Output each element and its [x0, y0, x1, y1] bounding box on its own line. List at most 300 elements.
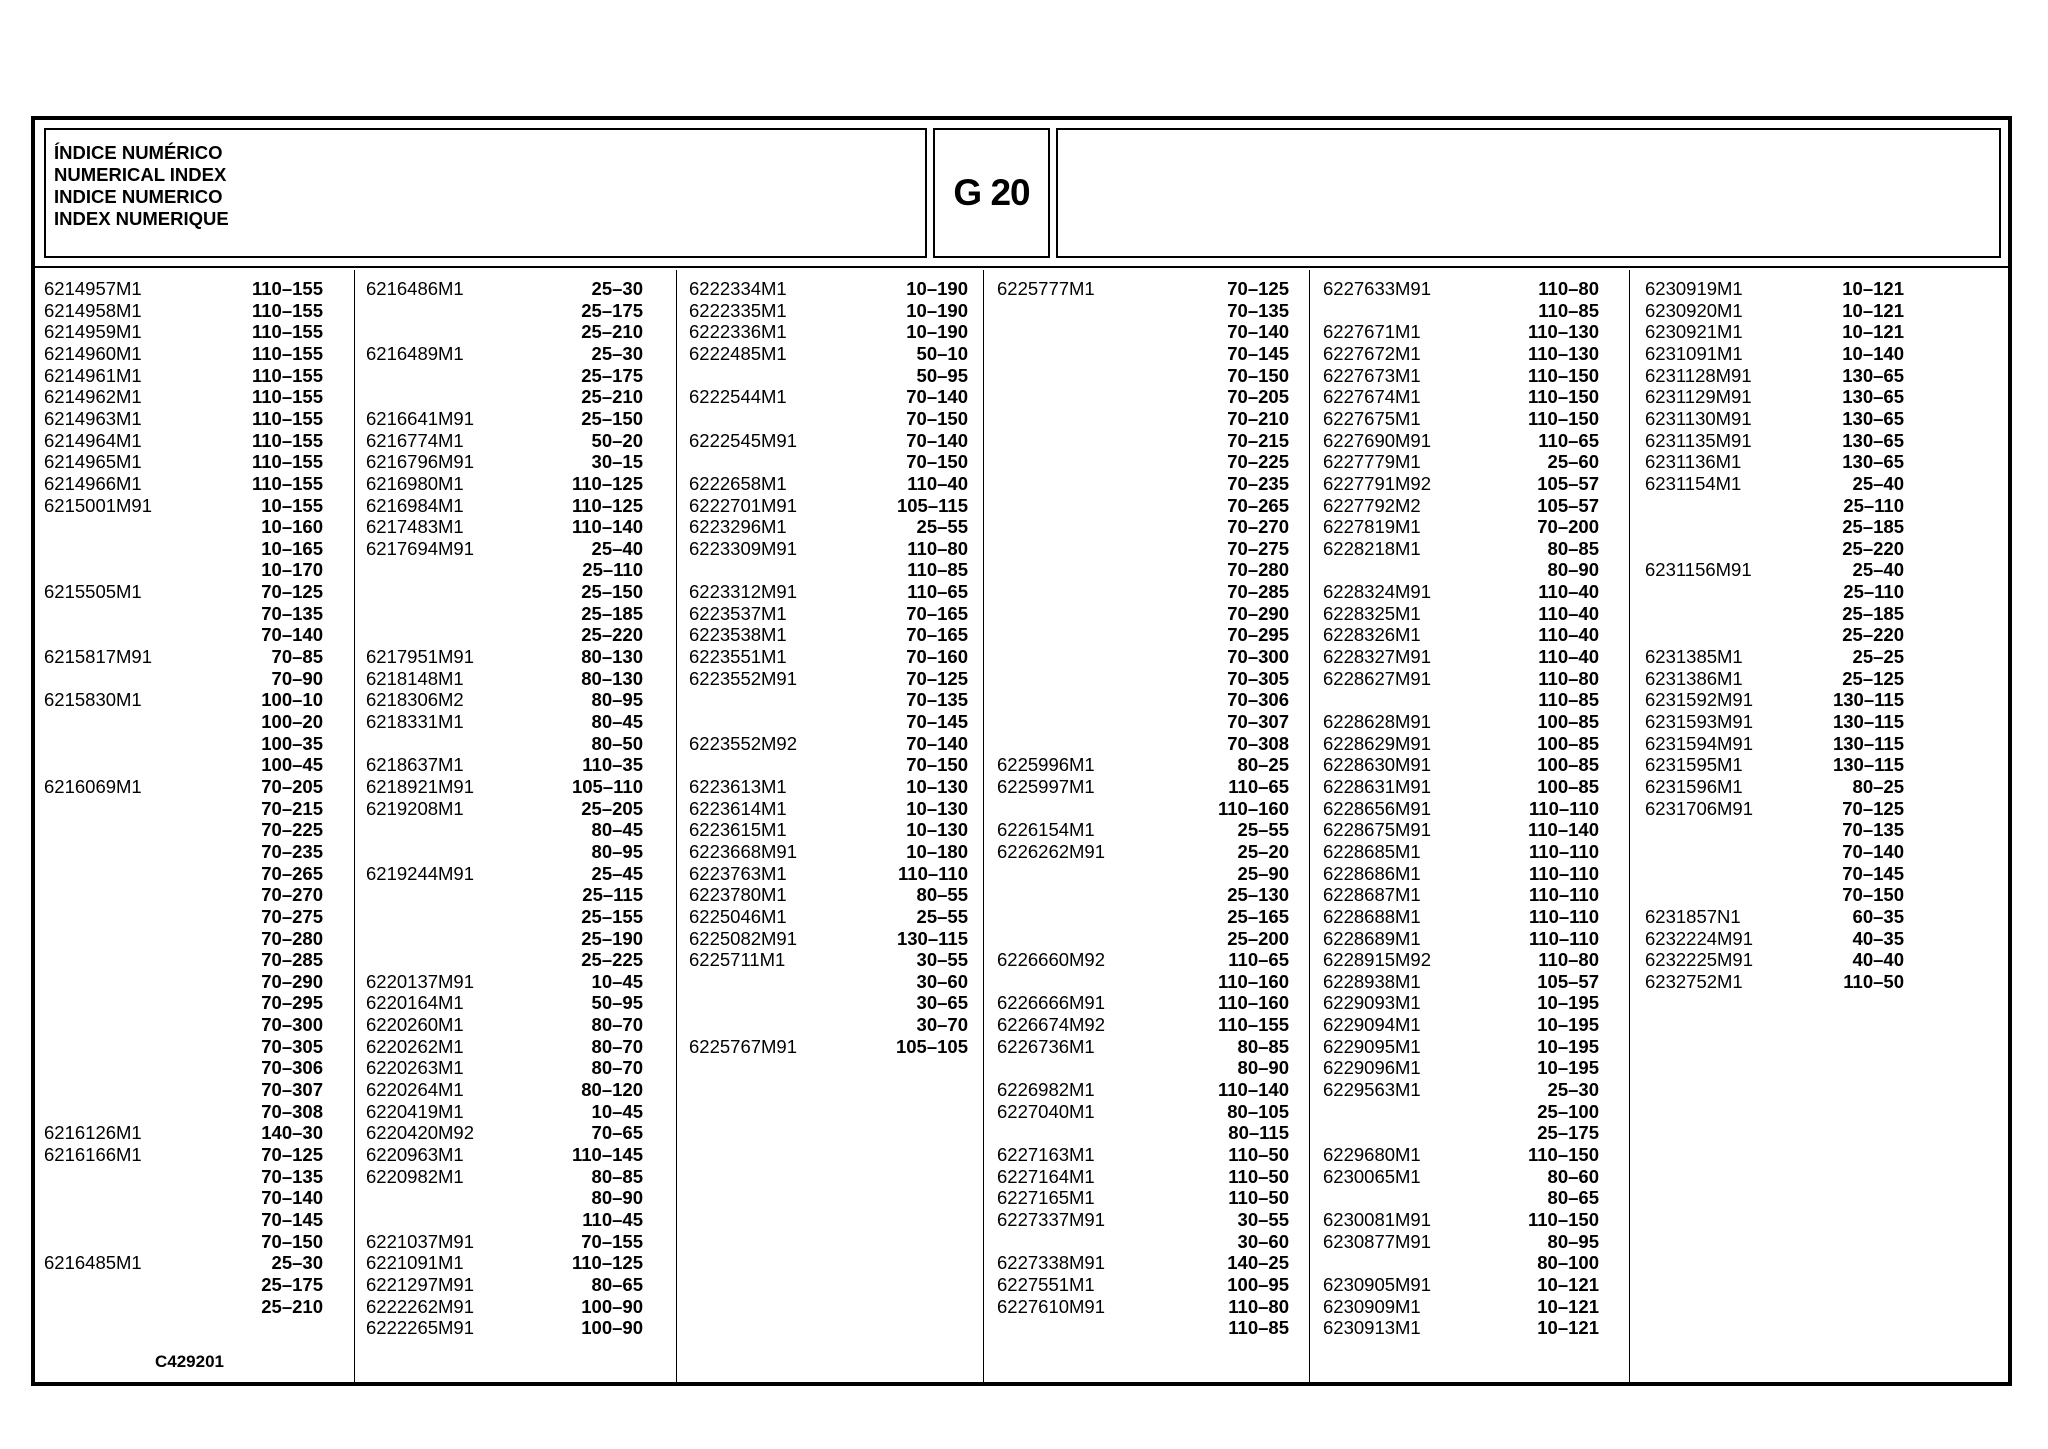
- page-reference: 25–55: [916, 905, 968, 927]
- index-row: [997, 863, 1289, 885]
- page-reference: 70–306: [1227, 689, 1289, 711]
- index-row: [44, 451, 323, 473]
- page-reference: 80–65: [591, 1273, 643, 1295]
- page-reference: 25–150: [581, 407, 643, 429]
- page-reference: 130–115: [1832, 732, 1904, 754]
- index-row: [997, 1079, 1289, 1101]
- page-reference: 70–85: [271, 646, 323, 668]
- part-number: 6230919M1: [1645, 278, 1743, 299]
- part-number: 6216126M1: [44, 1122, 142, 1144]
- page-reference: 40–35: [1852, 927, 1904, 949]
- page-reference: 110–80: [1538, 667, 1599, 689]
- index-row: [366, 863, 643, 885]
- index-row: [1323, 495, 1599, 517]
- page-reference: 70–150: [1842, 884, 1904, 906]
- page-reference: 110–150: [1527, 1208, 1599, 1230]
- index-row: [689, 603, 968, 625]
- page-reference: 80–70: [591, 1014, 643, 1036]
- part-number: 6217694M91: [366, 537, 475, 559]
- page-reference: 70–285: [261, 949, 323, 971]
- index-row: [997, 1057, 1289, 1079]
- index-row: [1323, 1317, 1599, 1339]
- part-number: 6217951M91: [366, 646, 475, 668]
- index-row: [689, 624, 968, 646]
- page-reference: 110–110: [898, 862, 968, 884]
- index-column-4: [983, 270, 1309, 1382]
- index-row: [689, 365, 968, 387]
- index-row: [44, 278, 323, 300]
- index-row: [44, 971, 323, 993]
- index-row: [44, 754, 323, 776]
- index-row: [366, 538, 643, 560]
- part-number: 6227674M1: [1323, 386, 1421, 408]
- page-reference: 70–65: [591, 1122, 643, 1144]
- page-reference: 25–175: [261, 1273, 323, 1295]
- part-number: 6231135M91: [1645, 429, 1752, 451]
- part-number: 6231596M1: [1645, 775, 1743, 797]
- page-reference: 10–190: [906, 278, 968, 299]
- part-number: 6229095M1: [1323, 1035, 1421, 1057]
- page-reference: 10–130: [906, 819, 968, 841]
- header-divider: [35, 266, 2008, 268]
- index-row: [1323, 516, 1599, 538]
- page-reference: 25–30: [591, 278, 643, 299]
- part-number: 6228915M92: [1323, 949, 1432, 971]
- index-row: [44, 992, 323, 1014]
- page-reference: 80–130: [581, 646, 643, 668]
- page-reference: 130–115: [1832, 689, 1904, 711]
- part-number: 6222485M1: [689, 342, 787, 364]
- index-row: [44, 1122, 323, 1144]
- index-row: [1645, 624, 1904, 646]
- page-reference: 80–120: [581, 1079, 643, 1101]
- index-row: [689, 430, 968, 452]
- index-row: [1645, 884, 1904, 906]
- part-number: 6216796M91: [366, 451, 475, 473]
- page-reference: 25–175: [1537, 1122, 1599, 1144]
- page-reference: 25–150: [581, 581, 643, 603]
- page-reference: 110–110: [1529, 884, 1599, 906]
- page-reference: 80–95: [1547, 1230, 1599, 1252]
- part-number: 6227633M91: [1323, 278, 1432, 299]
- part-number: 6227163M1: [997, 1144, 1095, 1165]
- page-reference: 70–280: [261, 927, 323, 949]
- index-row: [44, 516, 323, 538]
- index-row: [44, 776, 323, 798]
- part-number: 6220420M92: [366, 1122, 475, 1144]
- part-number: 6232752M1: [1645, 970, 1743, 992]
- page-reference: 10–160: [261, 516, 323, 538]
- part-number: 6230920M1: [1645, 299, 1743, 321]
- index-row: [1645, 278, 1904, 300]
- page-reference: 70–140: [906, 386, 968, 408]
- page-reference: 80–45: [591, 819, 643, 841]
- index-row: [366, 754, 643, 776]
- part-number: 6228675M91: [1323, 819, 1432, 841]
- part-number: 6220262M1: [366, 1035, 464, 1057]
- title-line-fr: INDEX NUMERIQUE: [54, 208, 229, 229]
- index-row: [44, 1252, 323, 1274]
- index-row: [1645, 473, 1904, 495]
- index-row: [366, 1166, 643, 1188]
- page-reference: 110–35: [582, 754, 643, 776]
- section-code: G 20: [953, 172, 1030, 213]
- part-number: 6227164M1: [997, 1165, 1095, 1187]
- part-number: 6215505M1: [44, 581, 142, 603]
- page-reference: 10–190: [906, 299, 968, 321]
- page-reference: 70–125: [906, 667, 968, 689]
- part-number: 6223615M1: [689, 819, 787, 841]
- part-number: 6225082M91: [689, 927, 798, 949]
- part-number: 6214957M1: [44, 278, 142, 299]
- page-reference: 70–215: [1227, 429, 1289, 451]
- page-reference: 70–270: [261, 884, 323, 906]
- part-number: 6222335M1: [689, 299, 787, 321]
- part-number: 6226666M91: [997, 992, 1106, 1014]
- page-reference: 70–308: [261, 1100, 323, 1122]
- page-reference: 50–20: [591, 429, 643, 451]
- index-row: [366, 1144, 643, 1166]
- part-number: 6231594M91: [1645, 732, 1754, 754]
- index-row: [997, 1014, 1289, 1036]
- page-reference: 25–155: [581, 905, 643, 927]
- index-row: [44, 473, 323, 495]
- index-row: [997, 689, 1289, 711]
- page-reference: 110–40: [1538, 581, 1599, 603]
- page-reference: 10–130: [906, 775, 968, 797]
- page-reference: 70–125: [261, 581, 323, 603]
- part-number: 6230065M1: [1323, 1165, 1421, 1187]
- part-number: 6230921M1: [1645, 321, 1743, 343]
- index-row: [44, 495, 323, 517]
- page-reference: 30–60: [1237, 1230, 1289, 1252]
- page-reference: 110–155: [251, 364, 323, 386]
- page-reference: 80–85: [591, 1165, 643, 1187]
- index-row: [997, 971, 1289, 993]
- index-row: [366, 1209, 643, 1231]
- part-number: 6223538M1: [689, 624, 787, 646]
- index-row: [1323, 559, 1599, 581]
- index-row: [366, 603, 643, 625]
- index-row: [366, 624, 643, 646]
- page-reference: 25–90: [1237, 862, 1289, 884]
- index-column-2: [354, 270, 676, 1382]
- page-reference: 105–110: [571, 775, 643, 797]
- index-row: [997, 1209, 1289, 1231]
- page-reference: 70–165: [906, 602, 968, 624]
- index-row: [689, 841, 968, 863]
- page-reference: 25–220: [1842, 537, 1904, 559]
- part-number: 6225046M1: [689, 905, 787, 927]
- page-reference: 140–25: [1227, 1252, 1289, 1274]
- index-row: [997, 906, 1289, 928]
- part-number: 6227779M1: [1323, 451, 1421, 473]
- index-row: [997, 1274, 1289, 1296]
- page-reference: 110–50: [1228, 1187, 1289, 1209]
- index-row: [689, 473, 968, 495]
- index-row: [1323, 581, 1599, 603]
- index-row: [997, 819, 1289, 841]
- index-row: [366, 386, 643, 408]
- index-row: [1323, 624, 1599, 646]
- part-number: 6226660M92: [997, 949, 1106, 971]
- index-row: [366, 668, 643, 690]
- page-reference: 110–40: [1538, 646, 1599, 668]
- page-reference: 110–40: [907, 472, 968, 494]
- index-row: [44, 646, 323, 668]
- index-row: [689, 711, 968, 733]
- index-row: [997, 451, 1289, 473]
- page-reference: 110–155: [251, 342, 323, 364]
- page-reference: 100–85: [1537, 732, 1599, 754]
- index-row: [997, 841, 1289, 863]
- index-row: [1645, 798, 1904, 820]
- part-number: 6215830M1: [44, 689, 142, 711]
- index-row: [44, 1274, 323, 1296]
- index-row: [1323, 1231, 1599, 1253]
- page-reference: 25–30: [271, 1252, 323, 1274]
- index-row: [997, 624, 1289, 646]
- part-number: 6225711M1: [689, 949, 786, 971]
- part-number: 6219244M91: [366, 862, 475, 884]
- index-row: [1645, 841, 1904, 863]
- index-row: [1323, 1296, 1599, 1318]
- index-row: [689, 863, 968, 885]
- page-reference: 70–205: [261, 775, 323, 797]
- page-reference: 10–195: [1537, 1057, 1599, 1079]
- part-number: 6220982M1: [366, 1165, 464, 1187]
- page-reference: 25–45: [591, 862, 643, 884]
- index-row: [366, 1296, 643, 1318]
- index-row: [366, 278, 643, 300]
- index-row: [44, 1144, 323, 1166]
- index-row: [689, 949, 968, 971]
- index-row: [689, 559, 968, 581]
- part-number: 6231154M1: [1645, 472, 1742, 494]
- title-line-es: ÍNDICE NUMÉRICO: [54, 142, 223, 163]
- page-reference: 40–40: [1852, 949, 1904, 971]
- index-row: [1645, 495, 1904, 517]
- page-reference: 80–65: [1547, 1187, 1599, 1209]
- index-row: [689, 538, 968, 560]
- index-row: [366, 473, 643, 495]
- index-row: [689, 451, 968, 473]
- index-row: [1645, 516, 1904, 538]
- part-number: 6232224M91: [1645, 927, 1754, 949]
- page-reference: 30–60: [916, 970, 968, 992]
- part-number: 6214961M1: [44, 364, 142, 386]
- index-row: [1323, 906, 1599, 928]
- part-number: 6230081M91: [1323, 1208, 1432, 1230]
- page-reference: 25–55: [1237, 819, 1289, 841]
- index-row: [1645, 559, 1904, 581]
- page-reference: 110–140: [1527, 819, 1599, 841]
- page-reference: 110–50: [1228, 1144, 1289, 1165]
- page-reference: 130–115: [1832, 754, 1904, 776]
- part-number: 6231156M91: [1645, 559, 1752, 581]
- page-reference: 25–110: [1843, 494, 1904, 516]
- index-row: [689, 928, 968, 950]
- index-row: [44, 733, 323, 755]
- page-reference: 70–275: [1227, 537, 1289, 559]
- page-reference: 70–150: [906, 451, 968, 473]
- footer-code: C429201: [155, 1352, 225, 1371]
- part-number: 6223614M1: [689, 797, 787, 819]
- page-reference: 70–225: [261, 819, 323, 841]
- index-row: [1323, 1144, 1599, 1166]
- page-reference: 80–70: [591, 1035, 643, 1057]
- page-reference: 70–135: [906, 689, 968, 711]
- part-number: 6221297M91: [366, 1273, 475, 1295]
- index-row: [1645, 819, 1904, 841]
- page-reference: 50–95: [916, 364, 968, 386]
- index-row: [997, 711, 1289, 733]
- page-reference: 70–210: [1227, 407, 1289, 429]
- index-row: [1323, 863, 1599, 885]
- part-number: 6220264M1: [366, 1079, 464, 1101]
- part-number: 6214965M1: [44, 451, 142, 473]
- part-number: 6230877M91: [1323, 1230, 1432, 1252]
- part-number: 6228631M91: [1323, 775, 1432, 797]
- index-row: [366, 1036, 643, 1058]
- page-reference: 100–10: [261, 689, 323, 711]
- part-number: 6231592M91: [1645, 689, 1754, 711]
- page-reference: 25–190: [581, 927, 643, 949]
- index-row: [1323, 689, 1599, 711]
- page-reference: 130–65: [1842, 407, 1904, 429]
- page-reference: 70–290: [1227, 602, 1289, 624]
- index-row: [689, 581, 968, 603]
- page-reference: 60–35: [1852, 905, 1904, 927]
- page-reference: 70–305: [261, 1035, 323, 1057]
- index-row: [1323, 1014, 1599, 1036]
- page-reference: 80–95: [591, 840, 643, 862]
- page-reference: 70–275: [261, 905, 323, 927]
- index-row: [1323, 992, 1599, 1014]
- index-row: [366, 949, 643, 971]
- section-code-box: [933, 128, 1050, 258]
- index-row: [997, 798, 1289, 820]
- index-row: [1645, 538, 1904, 560]
- part-number: 6223552M91: [689, 667, 798, 689]
- index-row: [44, 1079, 323, 1101]
- index-row: [997, 581, 1289, 603]
- page-reference: 70–265: [261, 862, 323, 884]
- page-reference: 70–235: [1227, 472, 1289, 494]
- index-row: [44, 1209, 323, 1231]
- index-row: [1323, 1252, 1599, 1274]
- page-reference: 70–160: [906, 646, 968, 668]
- part-number: 6227819M1: [1323, 516, 1421, 538]
- index-row: [1323, 1274, 1599, 1296]
- page-reference: 105–115: [896, 494, 968, 516]
- index-row: [366, 992, 643, 1014]
- part-number: 6214960M1: [44, 342, 142, 364]
- index-row: [44, 321, 323, 343]
- part-number: 6223668M91: [689, 840, 798, 862]
- page-reference: 10–190: [906, 321, 968, 343]
- page-reference: 25–40: [1852, 472, 1904, 494]
- index-row: [997, 386, 1289, 408]
- part-number: 6225777M1: [997, 278, 1095, 299]
- part-number: 6222658M1: [689, 472, 787, 494]
- index-row: [689, 408, 968, 430]
- page-reference: 50–10: [916, 342, 968, 364]
- part-number: 6231091M1: [1645, 342, 1743, 364]
- part-number: 6218921M91: [366, 775, 475, 797]
- part-number: 6228627M91: [1323, 667, 1432, 689]
- index-row: [366, 516, 643, 538]
- part-number: 6227673M1: [1323, 364, 1421, 386]
- part-number: 6215817M91: [44, 646, 153, 668]
- part-number: 6227337M91: [997, 1208, 1106, 1230]
- part-number: 6223537M1: [689, 602, 787, 624]
- index-row: [44, 863, 323, 885]
- index-row: [44, 538, 323, 560]
- index-row: [44, 1187, 323, 1209]
- index-row: [1323, 668, 1599, 690]
- page-reference: 110–155: [251, 299, 323, 321]
- header-blank-box: [1056, 128, 2001, 258]
- page-reference: 110–155: [251, 407, 323, 429]
- page-reference: 110–85: [1538, 299, 1599, 321]
- index-row: [1323, 646, 1599, 668]
- page-reference: 70–125: [1227, 278, 1289, 299]
- page-reference: 10–130: [906, 797, 968, 819]
- index-row: [1645, 365, 1904, 387]
- index-row: [1323, 1079, 1599, 1101]
- index-row: [44, 1231, 323, 1253]
- index-row: [997, 733, 1289, 755]
- page-reference: 25–185: [581, 602, 643, 624]
- index-row: [44, 386, 323, 408]
- page-reference: 100–85: [1537, 775, 1599, 797]
- index-title: [54, 142, 229, 230]
- part-number: 6223309M91: [689, 537, 798, 559]
- part-number: 6216069M1: [44, 775, 142, 797]
- index-row: [1323, 971, 1599, 993]
- part-number: 6214958M1: [44, 299, 142, 321]
- title-line-it: INDICE NUMERICO: [54, 186, 223, 207]
- index-row: [44, 798, 323, 820]
- part-number: 6231593M91: [1645, 711, 1754, 732]
- index-row: [689, 689, 968, 711]
- title-box: [44, 128, 927, 258]
- index-row: [997, 473, 1289, 495]
- page-reference: 110–85: [1538, 689, 1599, 711]
- page-reference: 130–65: [1842, 429, 1904, 451]
- part-number: 6231857N1: [1645, 905, 1741, 927]
- page-reference: 110–125: [571, 1252, 643, 1274]
- page-reference: 10–121: [1842, 321, 1904, 343]
- index-row: [1645, 386, 1904, 408]
- index-row: [997, 1187, 1289, 1209]
- part-number: 6228326M1: [1323, 624, 1421, 646]
- index-row: [44, 1296, 323, 1318]
- index-row: [44, 689, 323, 711]
- part-number: 6214966M1: [44, 472, 142, 494]
- index-row: [997, 365, 1289, 387]
- page-reference: 70–135: [1842, 819, 1904, 841]
- index-row: [1645, 949, 1904, 971]
- index-row: [689, 278, 968, 300]
- page-reference: 25–60: [1547, 451, 1599, 473]
- index-row: [366, 1231, 643, 1253]
- page-reference: 110–50: [1843, 970, 1904, 992]
- index-row: [1645, 906, 1904, 928]
- part-number: 6228656M91: [1323, 797, 1432, 819]
- part-number: 6227792M2: [1323, 494, 1421, 516]
